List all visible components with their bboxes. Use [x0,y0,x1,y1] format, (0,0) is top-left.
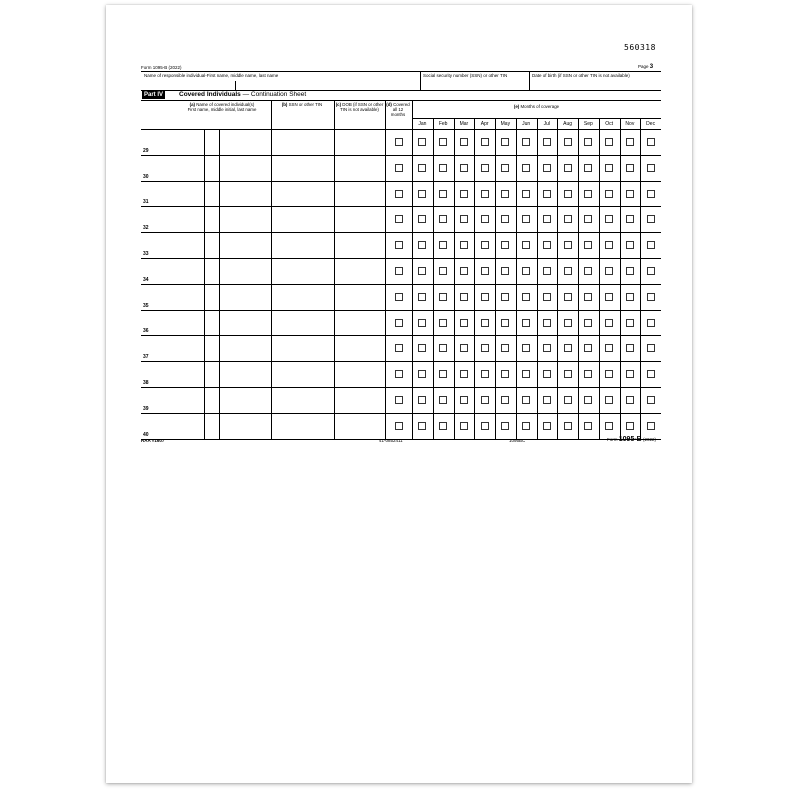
form-label: Form 1095-B (2022) [141,65,182,70]
all-months-checkbox[interactable] [395,344,403,352]
all-months-checkbox[interactable] [395,396,403,404]
name-divider-1 [235,81,236,90]
row-number: 40 [143,431,149,438]
month-checkbox-jul[interactable] [543,370,551,378]
part-title-bold: Covered Individuals [179,91,241,98]
all-months-checkbox[interactable] [395,422,403,430]
month-divider [495,118,496,439]
month-checkbox-jun[interactable] [522,164,530,172]
month-checkbox-oct[interactable] [605,370,613,378]
all-months-checkbox[interactable] [395,241,403,249]
month-checkbox-jul[interactable] [543,422,551,430]
form-sheet [106,5,692,783]
month-checkbox-nov[interactable] [626,241,634,249]
row-number: 36 [143,328,149,335]
month-checkbox-mar[interactable] [460,370,468,378]
row-number: 33 [143,251,149,257]
month-checkbox-may[interactable] [501,319,509,327]
month-checkbox-jul[interactable] [543,215,551,223]
month-checkbox-apr[interactable] [481,396,489,404]
month-label-jun: Jun [522,121,531,127]
footer-code: 1095BC [509,438,526,443]
month-checkbox-oct[interactable] [605,215,613,223]
table-row [141,387,661,388]
month-checkbox-apr[interactable] [481,370,489,378]
month-label-jul: Jul [543,121,551,127]
month-checkbox-sep[interactable] [584,370,592,378]
month-checkbox-feb[interactable] [439,319,447,327]
month-checkbox-nov[interactable] [626,396,634,404]
month-checkbox-aug[interactable] [564,293,572,301]
month-checkbox-apr[interactable] [481,138,489,146]
month-divider [454,118,455,439]
month-checkbox-mar[interactable] [460,241,468,249]
month-checkbox-may[interactable] [501,396,509,404]
month-divider [620,118,621,439]
table-row [141,413,661,414]
all-months-checkbox[interactable] [395,215,403,223]
month-checkbox-apr[interactable] [481,215,489,223]
month-divider [516,118,517,439]
ssn-label: Social security number (SSN) or other TIN [423,73,508,78]
row-number: 38 [143,380,149,386]
col-a-sub: First name, middle initial, last name [187,107,257,113]
month-checkbox-jan[interactable] [418,267,426,275]
month-checkbox-sep[interactable] [584,319,592,327]
month-checkbox-jul[interactable] [543,293,551,301]
month-checkbox-jun[interactable] [522,293,530,301]
month-checkbox-jan[interactable] [418,190,426,198]
month-checkbox-jul[interactable] [543,267,551,275]
footer-form-prefix: Form [607,437,618,442]
month-label-dec: Dec [646,121,656,127]
month-divider [433,118,434,439]
all-months-checkbox[interactable] [395,319,403,327]
all-months-checkbox[interactable] [395,293,403,301]
month-checkbox-jul[interactable] [543,138,551,146]
month-checkbox-may[interactable] [501,215,509,223]
table-row [141,206,661,207]
month-label-jan: Jan [418,121,427,127]
month-checkbox-oct[interactable] [605,267,613,275]
month-checkbox-mar[interactable] [460,293,468,301]
month-checkbox-oct[interactable] [605,344,613,352]
month-checkbox-aug[interactable] [564,241,572,249]
month-checkbox-jan[interactable] [418,241,426,249]
dob-label: Date of birth (if SSN or other TIN is not available) [532,73,630,78]
row-number: 35 [143,302,149,309]
all-months-checkbox[interactable] [395,164,403,172]
month-checkbox-nov[interactable] [626,138,634,146]
month-checkbox-feb[interactable] [439,215,447,223]
row-number: 39 [143,405,149,412]
month-checkbox-sep[interactable] [584,190,592,198]
table-row [141,155,661,156]
month-checkbox-may[interactable] [501,422,509,430]
col-a-label: Name of covered individual(s) [196,102,255,107]
footer-raa: RAA #1607 [141,438,165,443]
month-checkbox-dec[interactable] [647,190,655,198]
col-b-header [271,102,333,107]
month-checkbox-nov[interactable] [626,215,634,223]
month-checkbox-feb[interactable] [439,293,447,301]
month-checkbox-feb[interactable] [439,241,447,249]
month-checkbox-aug[interactable] [564,267,572,275]
month-checkbox-jan[interactable] [418,138,426,146]
month-checkbox-oct[interactable] [605,241,613,249]
month-label-may: May [500,121,511,127]
month-checkbox-aug[interactable] [564,215,572,223]
month-checkbox-dec[interactable] [647,344,655,352]
responsible-name-label: Name of responsible individual-First name, middle name, last name [144,73,279,78]
month-checkbox-oct[interactable] [605,190,613,198]
month-checkbox-dec[interactable] [647,164,655,172]
month-checkbox-aug[interactable] [564,370,572,378]
row-number: 31 [143,199,149,206]
month-checkbox-mar[interactable] [460,396,468,404]
month-checkbox-sep[interactable] [584,344,592,352]
month-checkbox-sep[interactable] [584,267,592,275]
month-checkbox-apr[interactable] [481,422,489,430]
month-checkbox-may[interactable] [501,267,509,275]
month-checkbox-oct[interactable] [605,422,613,430]
month-checkbox-jul[interactable] [543,319,551,327]
month-checkbox-apr[interactable] [481,293,489,301]
row-number: 32 [143,225,149,232]
month-checkbox-jan[interactable] [418,293,426,301]
month-checkbox-nov[interactable] [626,267,634,275]
month-checkbox-sep[interactable] [584,396,592,404]
month-checkbox-apr[interactable] [481,319,489,327]
month-checkbox-dec[interactable] [647,293,655,301]
table-row [141,335,661,336]
part-bottom-rule [141,100,661,101]
table-row [141,361,661,362]
month-checkbox-jul[interactable] [543,344,551,352]
month-checkbox-jul[interactable] [543,396,551,404]
col-b-letter: (b) [281,102,288,107]
month-checkbox-feb[interactable] [439,138,447,146]
month-checkbox-feb[interactable] [439,267,447,275]
month-checkbox-mar[interactable] [460,344,468,352]
month-checkbox-oct[interactable] [605,319,613,327]
month-checkbox-feb[interactable] [439,370,447,378]
month-checkbox-mar[interactable] [460,138,468,146]
month-label-nov: Nov [625,121,635,127]
part-title [179,91,306,99]
grid-top-rule [141,129,661,130]
month-checkbox-mar[interactable] [460,422,468,430]
all-months-checkbox[interactable] [395,370,403,378]
month-checkbox-aug[interactable] [564,138,572,146]
control-code: 560318 [624,43,656,52]
month-checkbox-apr[interactable] [481,241,489,249]
month-checkbox-feb[interactable] [439,422,447,430]
month-label-aug: Aug [563,121,573,127]
row-number: 29 [143,147,149,154]
month-checkbox-mar[interactable] [460,164,468,172]
month-checkbox-jan[interactable] [418,396,426,404]
table-row [141,310,661,311]
month-checkbox-aug[interactable] [564,422,572,430]
col-b-label: SSN or other TIN [288,102,323,107]
header-top-rule [141,71,661,72]
month-checkbox-aug[interactable] [564,396,572,404]
month-checkbox-apr[interactable] [481,344,489,352]
month-checkbox-jun[interactable] [522,267,530,275]
page-number: 3 [649,64,654,70]
month-checkbox-feb[interactable] [439,396,447,404]
col-a-letter: (a) [189,102,196,107]
month-checkbox-may[interactable] [501,293,509,301]
footer-catalog: 41-0852411 [379,438,403,443]
month-checkbox-jun[interactable] [522,422,530,430]
month-checkbox-mar[interactable] [460,267,468,275]
month-checkbox-nov[interactable] [626,422,634,430]
footer-form-year: (2022) [643,437,657,442]
month-checkbox-jan[interactable] [418,344,426,352]
month-label-sep: Sep [583,121,593,127]
col-d-letter: (d) [386,102,392,107]
col-e-header [412,104,661,109]
col-c-letter: (c) [335,102,342,107]
month-checkbox-may[interactable] [501,138,509,146]
month-checkbox-may[interactable] [501,344,509,352]
month-checkbox-jun[interactable] [522,215,530,223]
month-divider [474,118,475,439]
month-checkbox-sep[interactable] [584,241,592,249]
row-number: 34 [143,276,149,283]
table-row [141,284,661,285]
table-row [141,258,661,259]
month-checkbox-may[interactable] [501,241,509,249]
month-checkbox-sep[interactable] [584,138,592,146]
all-months-checkbox[interactable] [395,267,403,275]
month-checkbox-mar[interactable] [460,190,468,198]
month-checkbox-jan[interactable] [418,215,426,223]
month-checkbox-dec[interactable] [647,138,655,146]
month-checkbox-jul[interactable] [543,190,551,198]
month-divider [599,118,600,439]
month-checkbox-nov[interactable] [626,344,634,352]
month-checkbox-sep[interactable] [584,422,592,430]
month-checkbox-apr[interactable] [481,190,489,198]
month-checkbox-aug[interactable] [564,164,572,172]
month-checkbox-jun[interactable] [522,370,530,378]
col-e-label: Months of coverage [520,104,560,109]
month-checkbox-jan[interactable] [418,164,426,172]
month-checkbox-feb[interactable] [439,344,447,352]
month-divider [537,118,538,439]
month-label-mar: Mar [459,121,469,127]
month-checkbox-sep[interactable] [584,215,592,223]
month-divider [578,118,579,439]
month-divider [557,118,558,439]
month-checkbox-jun[interactable] [522,396,530,404]
month-checkbox-dec[interactable] [647,267,655,275]
month-checkbox-feb[interactable] [439,190,447,198]
part-tag: Part IV [144,92,164,98]
col-c-label: DOB (if SSN or other TIN is not available) [340,102,384,113]
month-checkbox-mar[interactable] [460,319,468,327]
month-checkbox-jun[interactable] [522,138,530,146]
all-months-checkbox[interactable] [395,190,403,198]
month-checkbox-may[interactable] [501,164,509,172]
month-label-feb: Feb [438,121,448,127]
page-prefix: Page [638,64,649,69]
month-label-apr: Apr [480,121,489,127]
footer-form-number: 1095-B [618,436,642,443]
month-checkbox-nov[interactable] [626,319,634,327]
month-checkbox-jul[interactable] [543,164,551,172]
month-checkbox-apr[interactable] [481,164,489,172]
all-months-checkbox[interactable] [395,138,403,146]
month-checkbox-dec[interactable] [647,319,655,327]
month-checkbox-jan[interactable] [418,319,426,327]
month-checkbox-dec[interactable] [647,241,655,249]
month-divider [640,118,641,439]
month-checkbox-oct[interactable] [605,138,613,146]
month-checkbox-sep[interactable] [584,164,592,172]
col-c-header [334,102,385,112]
month-checkbox-jan[interactable] [418,422,426,430]
month-checkbox-aug[interactable] [564,190,572,198]
month-checkbox-dec[interactable] [647,422,655,430]
month-checkbox-nov[interactable] [626,293,634,301]
month-checkbox-oct[interactable] [605,164,613,172]
month-checkbox-aug[interactable] [564,344,572,352]
month-checkbox-mar[interactable] [460,215,468,223]
ssn-divider [420,71,421,90]
month-checkbox-jun[interactable] [522,319,530,327]
col-d-label: Covered all 12 months [390,102,410,118]
month-label-oct: Oct [605,121,614,127]
month-checkbox-may[interactable] [501,370,509,378]
table-row [141,232,661,233]
dob-divider [529,71,530,90]
month-checkbox-apr[interactable] [481,267,489,275]
page-indicator [638,64,653,71]
month-checkbox-oct[interactable] [605,396,613,404]
col-e-letter: (e) [513,104,520,109]
month-checkbox-oct[interactable] [605,293,613,301]
month-checkbox-jun[interactable] [522,241,530,249]
month-checkbox-dec[interactable] [647,370,655,378]
month-checkbox-nov[interactable] [626,190,634,198]
month-checkbox-nov[interactable] [626,164,634,172]
month-checkbox-dec[interactable] [647,215,655,223]
month-checkbox-may[interactable] [501,190,509,198]
month-checkbox-nov[interactable] [626,370,634,378]
month-checkbox-jul[interactable] [543,241,551,249]
part-title-rest: — Continuation Sheet [240,91,307,98]
col-d-header [385,102,411,117]
month-checkbox-jan[interactable] [418,370,426,378]
table-row [141,181,661,182]
month-checkbox-aug[interactable] [564,319,572,327]
row-number: 37 [143,354,149,361]
month-checkbox-jun[interactable] [522,190,530,198]
month-checkbox-jun[interactable] [522,344,530,352]
month-checkbox-dec[interactable] [647,396,655,404]
month-checkbox-sep[interactable] [584,293,592,301]
footer-form [607,436,656,443]
row-number: 30 [143,173,149,180]
month-checkbox-feb[interactable] [439,164,447,172]
